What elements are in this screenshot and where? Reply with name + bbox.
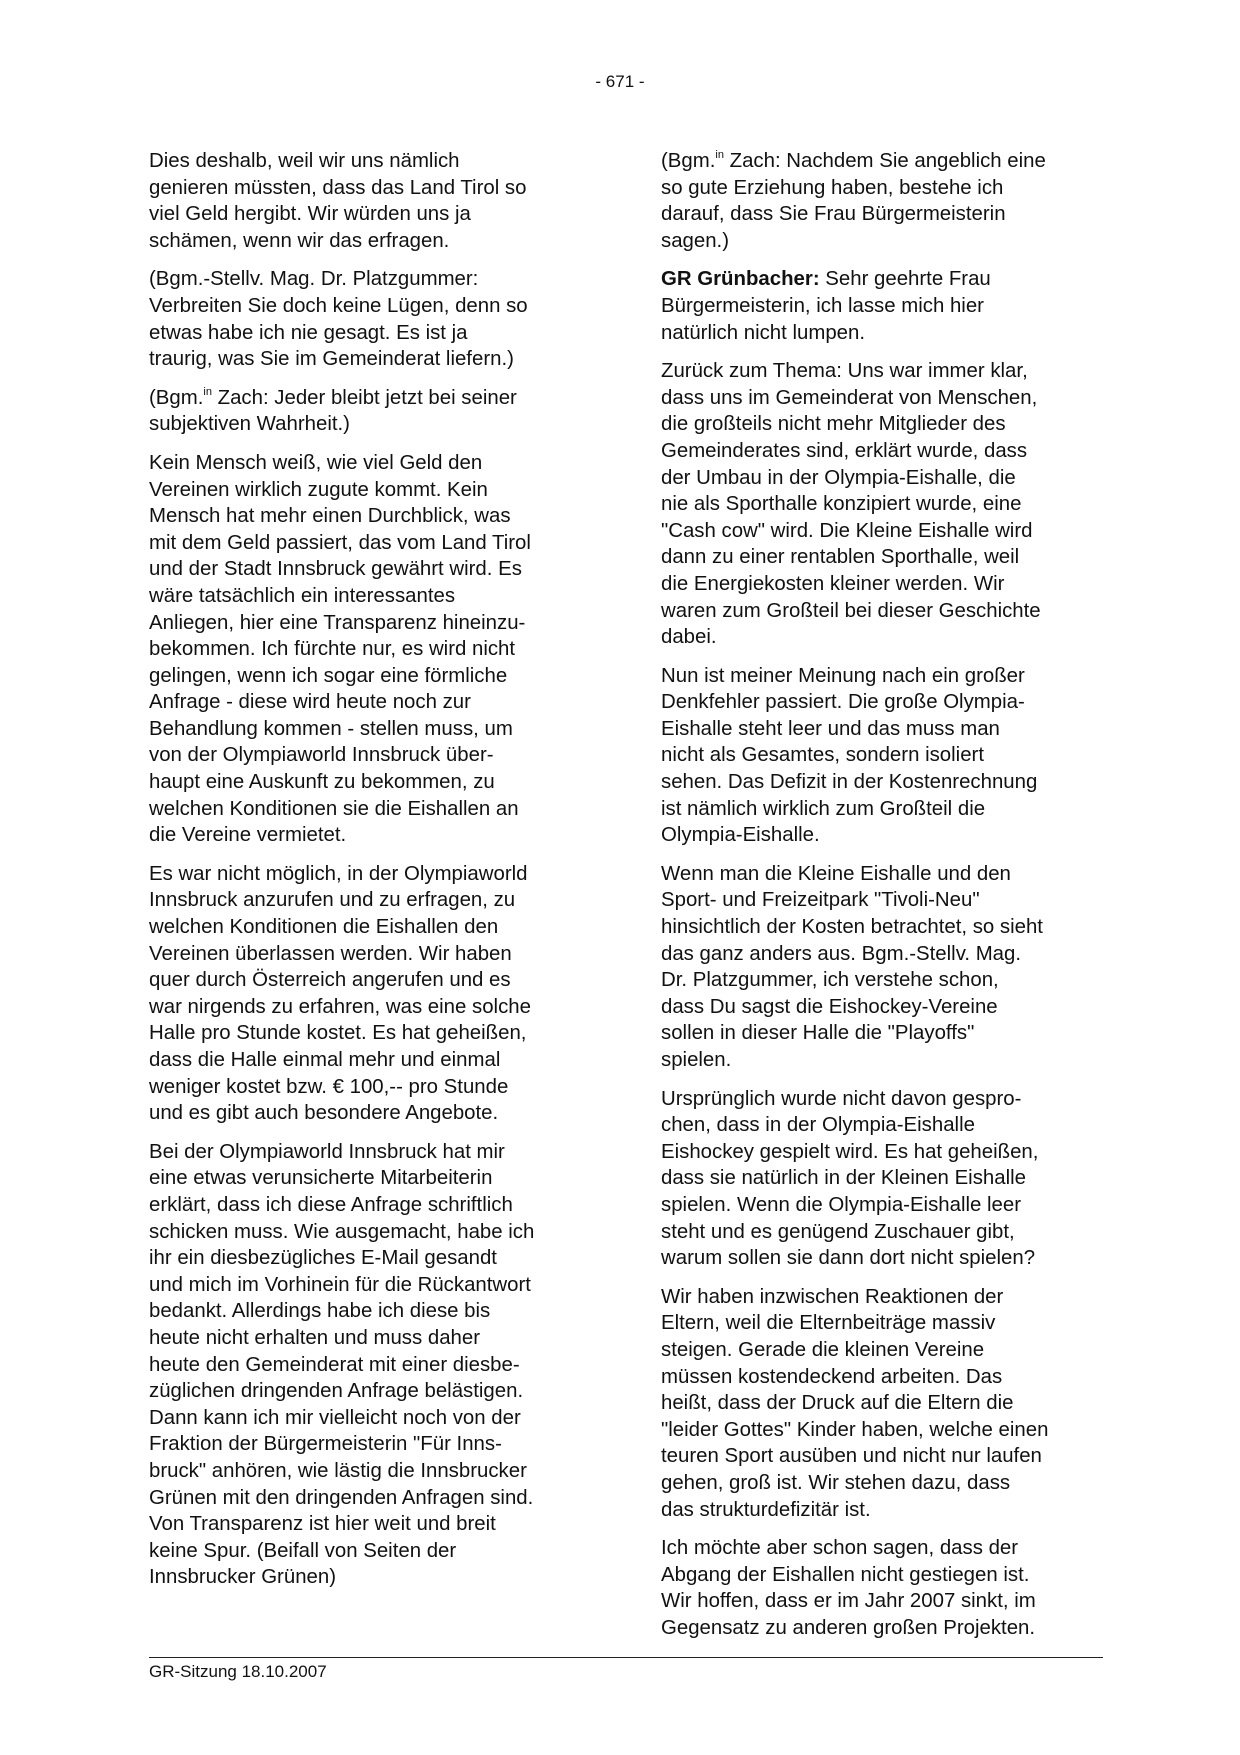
paragraph xyxy=(661,1284,1109,1523)
speech-gruenbacher xyxy=(661,266,1109,346)
paragraph xyxy=(149,1139,589,1591)
text-line: Grünen mit den dringenden Anfragen sind. xyxy=(149,1486,534,1509)
text-line: etwas habe ich nie gesagt. Es ist ja xyxy=(149,321,468,344)
text-line: ist nämlich wirklich zum Großteil die xyxy=(661,797,986,820)
text-line: erklärt, dass ich diese Anfrage schriftlich xyxy=(149,1193,513,1216)
paragraph xyxy=(149,861,589,1127)
text-line: (Bgm.$^{in}$ Zach: Jeder bleibt jetzt bei seiner xyxy=(149,385,517,409)
text-line: chen, dass in der Olympia-Eishalle xyxy=(661,1114,975,1137)
text-line: Innsbruck anzurufen und zu erfragen, zu xyxy=(149,889,516,912)
text-line: Vereinen wirklich zugute kommt. Kein xyxy=(149,478,488,501)
text-line: bruck" anhören, wie lästig die Innsbrucker xyxy=(149,1459,527,1482)
text-line: quer durch Österreich angerufen und es xyxy=(149,969,511,992)
text-line: viel Geld hergibt. Wir würden uns ja xyxy=(149,203,471,226)
text-line: sagen.) xyxy=(661,229,730,252)
paragraph xyxy=(661,663,1109,849)
text-line: Vereinen überlassen werden. Wir haben xyxy=(149,942,512,965)
text-line: Es war nicht möglich, in der Olympiaworld xyxy=(149,862,528,885)
text-line: wäre tatsächlich ein interessantes xyxy=(149,584,456,607)
text-line: die großteils nicht mehr Mitglieder des xyxy=(661,413,1006,436)
text-line: müssen kostendeckend arbeiten. Das xyxy=(661,1365,1003,1388)
text-line: die Vereine vermietet. xyxy=(149,824,347,847)
text-line: nie als Sporthalle konzipiert wurde, eine xyxy=(661,493,1022,516)
text-line: heute nicht erhalten und muss daher xyxy=(149,1326,480,1349)
text-line: gehen, groß ist. Wir stehen dazu, dass xyxy=(661,1471,1011,1494)
text-line: Wir hoffen, dass er im Jahr 2007 sinkt, im xyxy=(661,1590,1036,1613)
text-line: Verbreiten Sie doch keine Lügen, denn so xyxy=(149,294,528,317)
text-line: hinsichtlich der Kosten betrachtet, so sieht xyxy=(661,916,1043,939)
text-line: Wir haben inzwischen Reaktionen der xyxy=(661,1285,1004,1308)
text-line: sollen in dieser Halle die "Playoffs" xyxy=(661,1022,975,1045)
text-line: das strukturdefizitär ist. xyxy=(661,1498,871,1521)
text-line: darauf, dass Sie Frau Bürgermeisterin xyxy=(661,203,1006,226)
text-line: heißt, dass der Druck auf die Eltern die xyxy=(661,1392,1014,1415)
text-line: die Energiekosten kleiner werden. Wir xyxy=(661,572,1005,595)
text-line: das ganz anders aus. Bgm.-Stellv. Mag. xyxy=(661,942,1022,965)
text-line: weniger kostet bzw. € 100,-- pro Stunde xyxy=(149,1075,509,1098)
paragraph xyxy=(661,1086,1109,1272)
right-column xyxy=(661,148,1109,1653)
text-line: Bürgermeisterin, ich lasse mich hier xyxy=(661,294,984,317)
text-line: Innsbrucker Grünen) xyxy=(149,1566,337,1589)
text-line: dass sie natürlich in der Kleinen Eishalle xyxy=(661,1167,1026,1190)
text-line: teuren Sport ausüben und nicht nur laufen xyxy=(661,1445,1042,1468)
text-line: Nun ist meiner Meinung nach ein großer xyxy=(661,664,1025,687)
text-line: nicht als Gesamtes, sondern isoliert xyxy=(661,744,984,767)
text-line: dass die Halle einmal mehr und einmal xyxy=(149,1049,501,1071)
text-line: Eishockey gespielt wird. Es hat geheißen, xyxy=(661,1140,1039,1163)
paragraph xyxy=(149,450,589,849)
text-line: Gegensatz zu anderen großen Projekten. xyxy=(661,1616,1036,1639)
text-line: Denkfehler passiert. Die große Olympia- xyxy=(661,691,1025,714)
text-line: gelingen, wenn ich sogar eine förmliche xyxy=(149,664,508,687)
text-line: genieren müssten, dass das Land Tirol so xyxy=(149,176,527,199)
text-line: Dies deshalb, weil wir uns nämlich xyxy=(149,150,460,172)
paragraph xyxy=(661,1535,1109,1641)
text-line: welchen Konditionen sie die Eishallen an xyxy=(149,797,519,820)
text-line: von der Olympiaworld Innsbruck über- xyxy=(149,744,494,767)
text-line: war nirgends zu erfahren, was eine solche xyxy=(149,995,531,1018)
text-line: Anliegen, hier eine Transparenz hineinzu- xyxy=(149,611,526,634)
superscript: in xyxy=(203,385,212,398)
text-line: (Bgm.$^{in}$ Zach: Nachdem Sie angeblich eine xyxy=(661,149,1046,172)
text-line: Eishalle steht leer und das muss man xyxy=(661,717,1000,740)
paragraph xyxy=(661,861,1109,1074)
text-line: Von Transparenz ist hier weit und breit xyxy=(149,1513,496,1536)
text-line: schicken muss. Wie ausgemacht, habe ich xyxy=(149,1220,535,1243)
text-line: Ich möchte aber schon sagen, dass der xyxy=(661,1537,1019,1560)
text-line: spielen. xyxy=(661,1049,732,1071)
footer-rule xyxy=(149,1657,1103,1658)
text-line: warum sollen sie dann dort nicht spielen? xyxy=(661,1247,1036,1270)
text-line: züglichen dringenden Anfrage belästigen. xyxy=(149,1380,524,1403)
superscript: in xyxy=(715,149,724,161)
text-line: "leider Gottes" Kinder haben, welche einen xyxy=(661,1418,1049,1441)
text-line: Kein Mensch weiß, wie viel Geld den xyxy=(149,451,483,474)
text-line: schämen, wenn wir das erfragen. xyxy=(149,229,450,252)
text-line: subjektiven Wahrheit.) xyxy=(149,413,350,436)
text-line: steht und es genügend Zuschauer gibt, xyxy=(661,1220,1015,1243)
paragraph xyxy=(661,358,1109,651)
text-line: dann zu einer rentablen Sporthalle, weil xyxy=(661,546,1020,569)
interjection-platzgummer xyxy=(149,266,589,372)
text-line: sehen. Das Defizit in der Kostenrechnung xyxy=(661,771,1038,794)
text-line: steigen. Gerade die kleinen Vereine xyxy=(661,1338,985,1361)
text-line: traurig, was Sie im Gemeinderat liefern.) xyxy=(149,348,514,371)
text-line: Dr. Platzgummer, ich verstehe schon, xyxy=(661,969,999,992)
left-column xyxy=(149,148,589,1603)
text-line: Gemeinderates sind, erklärt wurde, dass xyxy=(661,439,1028,462)
text-line: Eltern, weil die Elternbeiträge massiv xyxy=(661,1312,996,1335)
text-line: heute den Gemeinderat mit einer diesbe- xyxy=(149,1353,520,1376)
footer-session-date: GR-Sitzung 18.10.2007 xyxy=(149,1662,327,1681)
text-line: natürlich nicht lumpen. xyxy=(661,321,866,344)
text-line: Bei der Olympiaworld Innsbruck hat mir xyxy=(149,1140,505,1163)
text-line: und der Stadt Innsbruck gewährt wird. Es xyxy=(149,558,522,581)
text-line: und es gibt auch besondere Angebote. xyxy=(149,1102,499,1125)
speaker-name: GR Grünbacher: xyxy=(661,268,820,291)
text-line: dass Du sagst die Eishockey-Vereine xyxy=(661,995,998,1018)
text-line: eine etwas verunsicherte Mitarbeiterin xyxy=(149,1167,493,1190)
text-line: Abgang der Eishallen nicht gestiegen ist. xyxy=(661,1563,1030,1586)
text-line: Mensch hat mehr einen Durchblick, was xyxy=(149,505,511,528)
text-line: Wenn man die Kleine Eishalle und den xyxy=(661,862,1011,885)
text-line: bekommen. Ich fürchte nur, es wird nicht xyxy=(149,638,516,661)
text-line: der Umbau in der Olympia-Eishalle, die xyxy=(661,466,1016,489)
text-line: Olympia-Eishalle. xyxy=(661,824,820,847)
text-line: und mich im Vorhinein für die Rückantwort xyxy=(149,1273,531,1296)
text-line: dass uns im Gemeinderat von Menschen, xyxy=(661,386,1038,409)
text-line: Ursprünglich wurde nicht davon gespro- xyxy=(661,1087,1022,1110)
text-line: Fraktion der Bürgermeisterin "Für Inns- xyxy=(149,1433,502,1456)
text-line: welchen Konditionen die Eishallen den xyxy=(149,916,499,939)
text-line: bedankt. Allerdings habe ich diese bis xyxy=(149,1300,491,1323)
text-line: keine Spur. (Beifall von Seiten der xyxy=(149,1539,457,1562)
text-line: Behandlung kommen - stellen muss, um xyxy=(149,717,513,740)
text-line: ihr ein diesbezügliches E-Mail gesandt xyxy=(149,1247,497,1270)
text-line: so gute Erziehung haben, bestehe ich xyxy=(661,176,1004,199)
text-line: dabei. xyxy=(661,626,717,649)
text-line: waren zum Großteil bei dieser Geschichte xyxy=(661,599,1041,622)
text-line: "Cash cow" wird. Die Kleine Eishalle wird xyxy=(661,519,1033,542)
interjection-zach xyxy=(149,385,589,438)
page-number: - 671 - xyxy=(595,72,645,91)
text-line: Halle pro Stunde kostet. Es hat geheißen, xyxy=(149,1022,527,1045)
text-line: (Bgm.-Stellv. Mag. Dr. Platzgummer: xyxy=(149,268,479,291)
text-line: mit dem Geld passiert, das vom Land Tirol xyxy=(149,531,531,554)
paragraph xyxy=(149,148,589,254)
text-line: haupt eine Auskunft zu bekommen, zu xyxy=(149,771,495,794)
interjection-zach xyxy=(661,148,1109,254)
text-line: GR Grünbacher: Sehr geehrte Frau xyxy=(661,268,991,291)
text-line: Dann kann ich mir vielleicht noch von der xyxy=(149,1406,521,1429)
text-line: spielen. Wenn die Olympia-Eishalle leer xyxy=(661,1193,1022,1216)
text-line: Anfrage - diese wird heute noch zur xyxy=(149,691,471,714)
text-line: Sport- und Freizeitpark "Tivoli-Neu" xyxy=(661,889,980,912)
text-line: Zurück zum Thema: Uns war immer klar, xyxy=(661,360,1028,383)
